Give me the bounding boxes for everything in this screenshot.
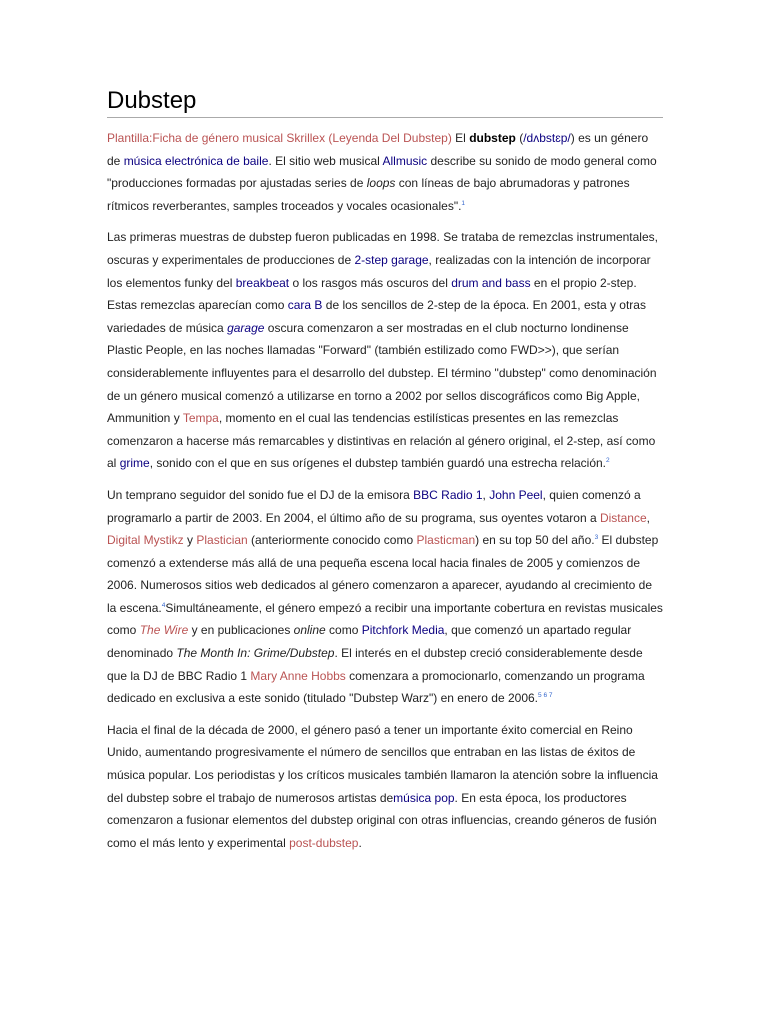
text: El (451, 131, 470, 145)
text: . El sitio web musical (268, 153, 383, 168)
reference-link[interactable]: 7 (548, 692, 553, 700)
link-breakbeat[interactable]: breakbeat (235, 275, 290, 290)
text: Las primeras muestras de dubstep fueron publicadas en 1998. Se trataba de remezclas instrumentales, oscuras y experimentales de producciones de (107, 230, 658, 267)
link-2-step-garage[interactable]: 2-step garage (354, 252, 429, 267)
text: El dubstep comenzó a extenderse más allá de una pequeña escena local hacia finales de 2005 y comienzos de 2006. Numerosos sitios web dedicados al género comenzaron a aparecer, ayudando al crecimiento de la escena. (107, 533, 659, 615)
text: . El interés en el dubstep creció considerablemente desde que la DJ de BBC Radio 1 (107, 646, 643, 683)
text: , quien comenzó a programarlo a partir de 2003. En 2004, el último año de su programa, sus oyentes votaron a (107, 487, 641, 525)
link-distance[interactable]: Distance (599, 510, 647, 525)
text: comenzara a promocionarlo, comenzando un programa dedicado en exclusiva a este sonido (titulado "Dubstep Warz") en enero de 2006. (107, 668, 645, 706)
link-garage[interactable] (227, 321, 264, 335)
link-bbc-radio-1[interactable]: BBC Radio 1 (413, 487, 483, 502)
link-allmusic[interactable]: Allmusic (382, 153, 428, 168)
text: ) en su top 50 del año. (475, 533, 595, 548)
text: y en publicaciones (188, 623, 294, 638)
italic-online: online (293, 623, 326, 638)
text: en el propio 2-step. Estas remezclas aparecían como (107, 275, 637, 313)
text: ) es un género de (107, 131, 649, 168)
link-mary-anne-hobbs[interactable]: Mary Anne Hobbs (250, 668, 346, 683)
text: o los rasgos más oscuros del (289, 275, 452, 290)
text: , realizadas con la intención de incorporar los elementos funky del (107, 252, 651, 290)
reference-link[interactable]: 3 (594, 534, 599, 542)
link-grime[interactable]: grime (119, 456, 150, 471)
link-drum-and-bass[interactable]: drum and bass (451, 275, 531, 290)
text: Simultáneamente, el género empezó a recibir una importante cobertura en revistas musicales como (107, 600, 663, 638)
paragraph-intro (107, 127, 663, 217)
italic-the-wire: The Wire (139, 623, 189, 638)
text: y (183, 533, 197, 548)
paragraph-growth (107, 484, 663, 710)
text: describe su sonido de modo general como "producciones formadas por ajustadas series de (107, 153, 657, 191)
link-john-peel[interactable]: John Peel (489, 487, 543, 502)
link-digital-mystikz[interactable]: Digital Mystikz (107, 533, 184, 548)
italic-loops: loops (366, 176, 396, 191)
reference-2[interactable] (606, 457, 610, 464)
reference-1[interactable] (461, 200, 465, 207)
text: de los sencillos de 2-step de la época. En 2001, esta y otras variedades de música (107, 298, 646, 335)
reference-link[interactable]: 1 (461, 199, 466, 207)
reference-link[interactable]: 5 (538, 692, 542, 700)
link-electronic-dance-music[interactable]: música electrónica de baile (123, 153, 269, 168)
link-cara-b[interactable]: cara B (287, 298, 323, 313)
reference-link[interactable]: 6 (543, 692, 548, 700)
link-the-wire[interactable] (140, 623, 189, 637)
text: , (482, 487, 490, 502)
text: ( (515, 131, 524, 145)
link-post-dubstep[interactable]: post-dubstep (289, 835, 359, 850)
text: , sonido con el que en sus orígenes el dubstep también guardó una estrecha relación. (149, 456, 607, 471)
template-link[interactable]: Plantilla:Ficha de género musical Skrillex (Leyenda Del Dubstep) (107, 131, 452, 145)
text: Hacia el final de la década de 2000, el género pasó a tener un importante éxito comercial en Reino Unido, aumentando progresivamente el número de sencillos que entraban en las listas de éxitos de música popular. Los periodistas y los críticos musicales también llamaron la atención sobre la influencia del dubstep sobre el trabajo de numerosos artistas de (107, 722, 658, 805)
reference-link[interactable]: 2 (606, 457, 610, 465)
paragraph-commercial (107, 719, 663, 855)
link-tempa[interactable]: Tempa (182, 411, 219, 426)
text: . En esta época, los productores comenzaron a fusionar elementos del dubstep original con otras influencias, creando géneros de fusión como el más lento y experimental (107, 790, 657, 850)
text: como (325, 623, 362, 638)
text: . (358, 835, 362, 850)
bold-term: dubstep (469, 131, 516, 145)
article (107, 86, 663, 863)
paragraph-origins (107, 226, 663, 475)
link-plasticman[interactable]: Plasticman (416, 533, 476, 548)
italic-month-in: The Month In: Grime/Dubstep (176, 646, 335, 661)
link-plastician[interactable]: Plastician (196, 533, 248, 548)
ipa-link[interactable]: /dʌbstɛp/ (523, 131, 571, 145)
page-title: Dubstep (107, 86, 663, 118)
text: , que comenzó un apartado regular denominado (107, 623, 632, 661)
italic-garage: garage (227, 320, 265, 335)
reference-link[interactable]: 4 (161, 601, 166, 609)
reference-7[interactable] (549, 692, 553, 699)
text: Un temprano seguidor del sonido fue el DJ de la emisora (107, 487, 414, 502)
text: , (646, 510, 650, 525)
link-pitchfork-media[interactable]: Pitchfork Media (361, 623, 445, 638)
link-musica-pop[interactable]: música pop (393, 790, 455, 805)
text: oscura comenzaron a ser mostradas en el club nocturno londinense Plastic People, en las noches llamadas "Forward" (también estilizado como FWD>>), que serían considerablemente influyentes para el desarrollo del dubstep. El término "dubstep" como denominación de un género musical comenzó a utilizarse en torno a 2002 por sellos discográficos como Big Apple, Ammunition y (107, 320, 657, 426)
text: , momento en el cual las tendencias estilísticas presentes en las remezclas comenzaron a hacerse más remarcables y distintivas en relación al género original, el 2-step, así como al (107, 411, 656, 471)
text: con líneas de bajo abrumadoras y patrones rítmicos reverberantes, samples troceados y vocales ocasionales". (107, 176, 630, 213)
text: (anteriormente conocido como (247, 533, 417, 548)
